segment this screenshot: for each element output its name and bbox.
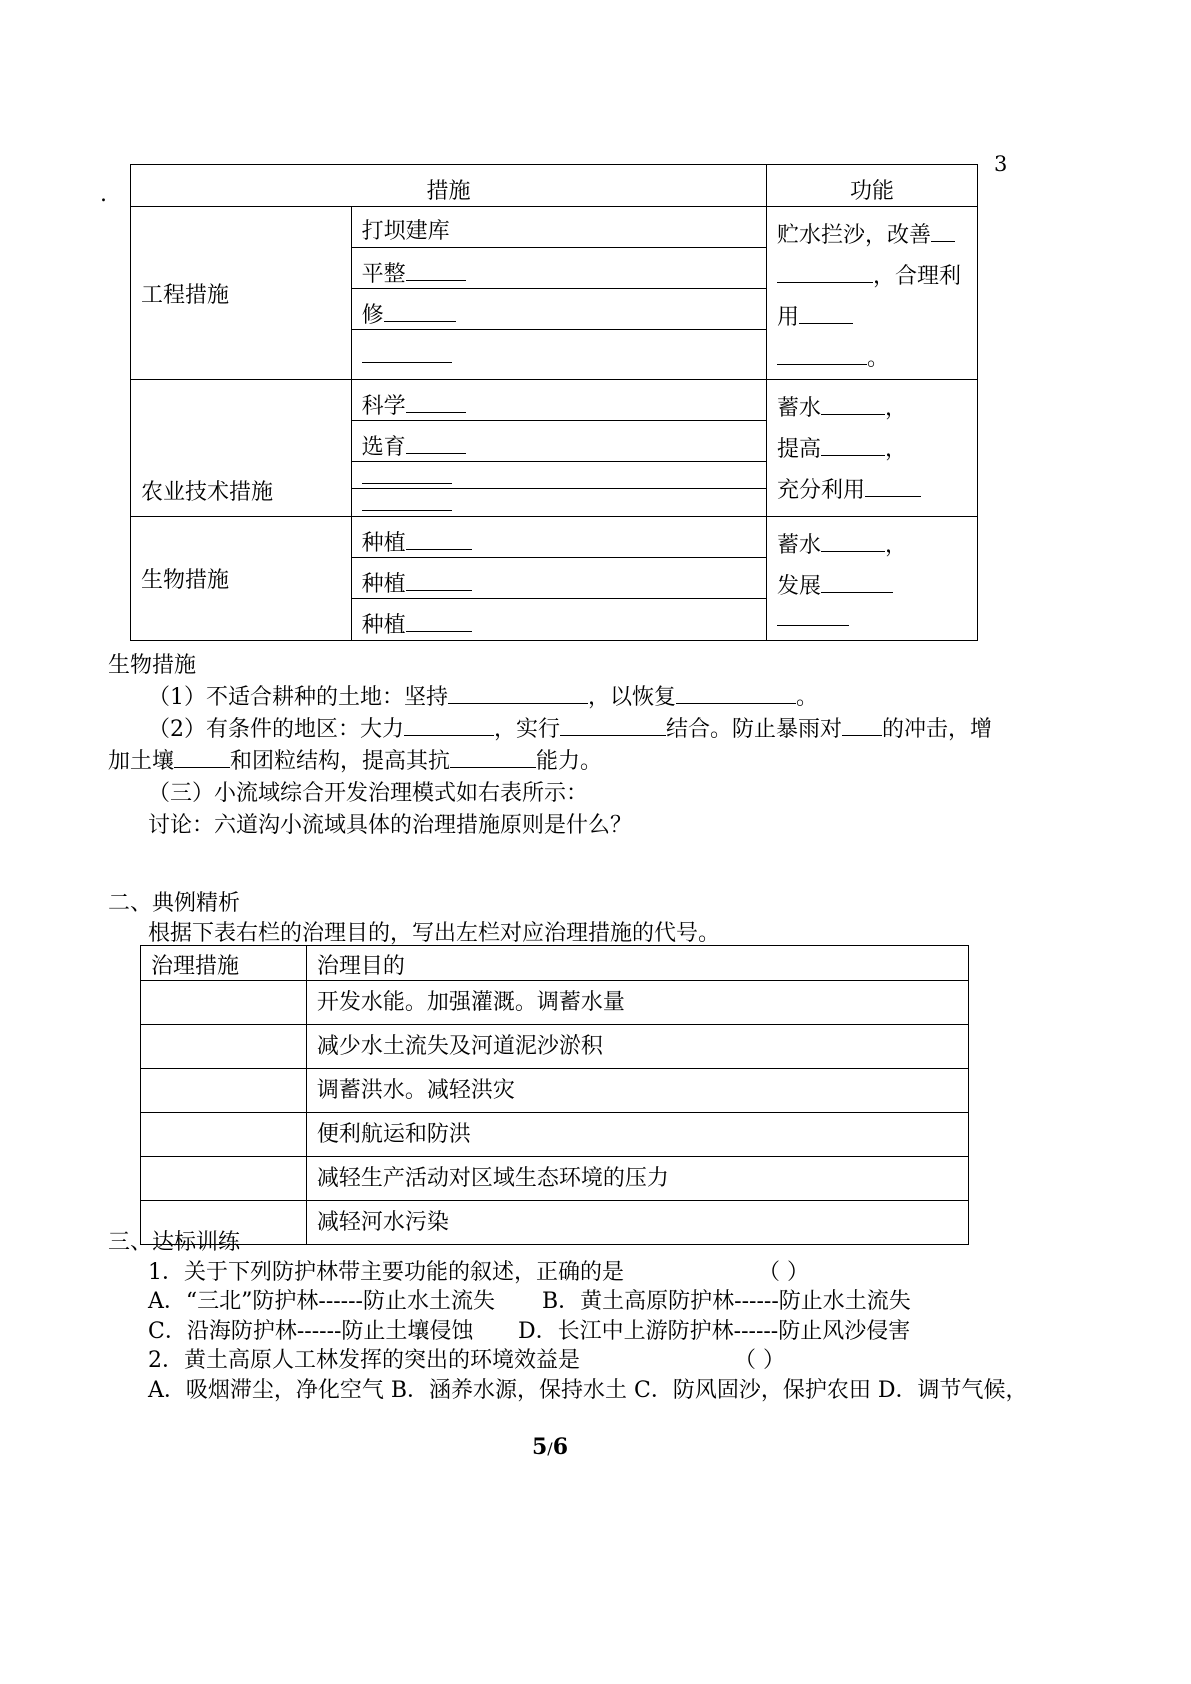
q1-options-ab: A．“三北”防护林------防止水土流失 B．黄土高原防护林------防止水土流失: [148, 1289, 911, 1314]
blank-line: [821, 437, 885, 456]
blank-line: [362, 492, 452, 511]
items-engineering: [351, 207, 766, 380]
answer-cell[interactable]: [141, 981, 307, 1025]
blank-line: [842, 717, 882, 736]
item-row: [352, 489, 766, 516]
answer-cell[interactable]: [141, 1069, 307, 1113]
item-row: [352, 462, 766, 489]
answer-parens[interactable]: （ ）: [758, 1259, 809, 1285]
blank-line: [821, 574, 893, 593]
item-row: 选育: [352, 421, 766, 462]
blank-line: [676, 685, 796, 704]
category-agriculture: 农业技术措施: [131, 380, 352, 517]
item-row: 种植: [352, 517, 766, 558]
bio-line-1: （1）不适合耕种的土地：坚持 ，以恢复 。: [148, 685, 819, 710]
blank-line: [406, 394, 466, 413]
item-row: 科学: [352, 380, 766, 421]
bio-section: [108, 650, 1098, 842]
bio-line-3: 加土壤 和团粒结构，提高其抗 能力。: [108, 749, 603, 774]
purpose-cell: 减轻生产活动对区域生态环境的压力: [306, 1157, 968, 1201]
item-row: 种植: [352, 599, 766, 640]
governance-table: [140, 945, 969, 1245]
blank-line: [406, 262, 466, 281]
section3: [108, 1228, 1098, 1405]
page-marker-number: 3: [994, 152, 1008, 176]
purpose-cell: 调蓄洪水。减轻洪灾: [306, 1069, 968, 1113]
items-biological: [351, 517, 766, 641]
answer-cell[interactable]: [141, 1113, 307, 1157]
col-purpose-header: 治理目的: [306, 946, 968, 981]
purpose-cell: 减轻河水污染: [306, 1201, 968, 1245]
section2-heading: [108, 888, 1098, 948]
section2-intro: 根据下表右栏的治理目的，写出左栏对应治理措施的代号。: [148, 921, 721, 946]
discussion-question: 讨论：六道沟小流域具体的治理措施原则是什么？: [148, 813, 633, 838]
purpose-cell: 减少水土流失及河道泥沙淤积: [306, 1025, 968, 1069]
blank-line: [384, 303, 456, 322]
measures-function-table: [130, 164, 978, 641]
section2-title: 二、典例精析: [108, 891, 241, 916]
blank-line: [865, 478, 921, 497]
purpose-cell: 便利航运和防洪: [306, 1113, 968, 1157]
item-row: 平整: [352, 248, 766, 289]
blank-line: [931, 223, 955, 242]
blank-line: [404, 717, 494, 736]
blank-line: [821, 533, 885, 552]
blank-line: [777, 346, 867, 365]
page-marker-dot: .: [100, 182, 107, 207]
header-measures: 措施: [131, 165, 767, 207]
blank-line: [362, 465, 452, 484]
blank-line: [448, 685, 588, 704]
answer-parens[interactable]: （ ）: [734, 1348, 785, 1373]
blank-line: [450, 749, 536, 768]
answer-cell[interactable]: [141, 1157, 307, 1201]
item-row: 种植: [352, 558, 766, 599]
blank-line: [777, 264, 873, 283]
bio-line-4: （三）小流域综合开发治理模式如右表所示：: [148, 781, 589, 806]
answer-cell[interactable]: [141, 1025, 307, 1069]
q1-options-cd: C．沿海防护林------防止土壤侵蚀 D．长江中上游防护林------防止风沙侵害: [148, 1318, 911, 1344]
header-function: 功能: [767, 165, 978, 207]
bio-line-2: （2）有条件的地区：大力 ，实行 结合。防止暴雨对 的冲击，增: [148, 717, 993, 742]
blank-line: [821, 396, 885, 415]
item-row: [352, 330, 766, 371]
bio-title: 生物措施: [108, 653, 197, 678]
section3-title: 三、达标训练: [108, 1230, 241, 1255]
blank-line: [174, 749, 230, 768]
items-agriculture: [351, 380, 766, 517]
purpose-cell: 开发水能。加强灌溉。调蓄水量: [306, 981, 968, 1025]
function-agriculture: 蓄水 ， 提高 ， 充分利用: [767, 380, 978, 517]
question-2: 2．黄土高原人工林发挥的突出的环境效益是 （ ）: [108, 1346, 1098, 1376]
blank-line: [560, 717, 666, 736]
col-measures-header: 治理措施: [141, 946, 307, 981]
blank-line: [406, 531, 472, 550]
blank-line: [362, 344, 452, 363]
blank-line: [406, 613, 472, 632]
function-biological: 蓄水 ， 发展: [767, 517, 978, 641]
blank-line: [777, 607, 849, 626]
q2-options: A．吸烟滞尘，净化空气 B．涵养水源，保持水土 C．防风固沙，保护农田 D．调节气候，: [148, 1377, 1028, 1403]
blank-line: [406, 435, 466, 454]
question-1: 1．关于下列防护林带主要功能的叙述，正确的是 （ ）: [108, 1258, 1098, 1288]
category-biological: 生物措施: [131, 517, 352, 641]
item-row: 修: [352, 289, 766, 330]
function-engineering: 贮水拦沙，改善 ，合理利 用 。: [767, 207, 978, 380]
page-number: 5/6: [531, 1434, 568, 1460]
blank-line: [799, 305, 853, 324]
category-engineering: 工程措施: [131, 207, 352, 380]
item-row: 打坝建库: [352, 207, 766, 248]
blank-line: [406, 572, 472, 591]
